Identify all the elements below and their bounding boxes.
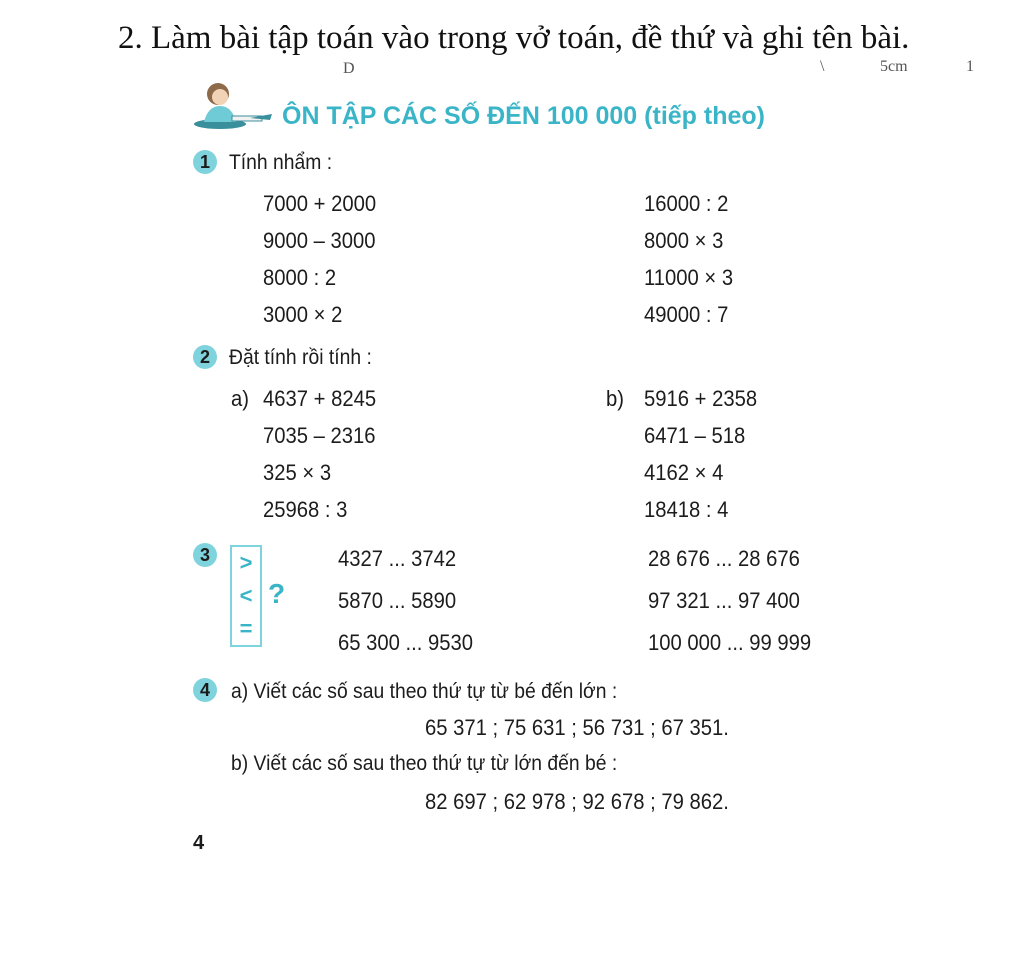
- ex1-left-3: 8000 : 2: [263, 265, 337, 290]
- exercise-4a-numbers: 65 371 ; 75 631 ; 56 731 ; 67 351.: [425, 715, 729, 740]
- ex1-left-1: 7000 + 2000: [263, 191, 377, 216]
- lesson-title-main: ÔN TẬP CÁC SỐ ĐẾN 100 000: [282, 102, 638, 130]
- ex2-right-4: 18418 : 4: [644, 497, 729, 522]
- ex1-right-1: 16000 : 2: [644, 191, 729, 216]
- exercise-1-badge: 1: [193, 150, 217, 174]
- scrap-text-right: 5cm: [880, 58, 908, 75]
- ex2-right-3: 4162 × 4: [644, 460, 724, 485]
- scrap-text-left: D: [343, 60, 355, 77]
- exercise-4a-heading: a) Viết các số sau theo thứ tự từ bé đến lớn :: [231, 680, 618, 703]
- ex3-right-3: 100 000 ... 99 999: [648, 630, 812, 655]
- ex2-label-a: a): [231, 386, 249, 411]
- instruction-text: 2. Làm bài tập toán vào trong vở toán, đề thứ và ghi tên bài.: [118, 20, 910, 56]
- ex2-right-1: 5916 + 2358: [644, 386, 758, 411]
- ex3-left-1: 4327 ... 3742: [338, 546, 457, 571]
- exercise-1-heading: Tính nhẩm :: [229, 151, 333, 174]
- ex1-right-4: 49000 : 7: [644, 302, 729, 327]
- ex2-left-4: 25968 : 3: [263, 497, 348, 522]
- ex2-label-b: b): [606, 386, 624, 411]
- question-mark: ?: [268, 578, 286, 609]
- ex1-right-3: 11000 × 3: [644, 265, 734, 290]
- ex3-right-1: 28 676 ... 28 676: [648, 546, 800, 571]
- ex2-left-2: 7035 – 2316: [263, 423, 376, 448]
- student-reading-icon: [190, 78, 276, 130]
- page-number: 4: [193, 832, 205, 854]
- comparison-symbols-box: [230, 545, 262, 647]
- exercise-4b-numbers: 82 697 ; 62 978 ; 92 678 ; 79 862.: [425, 789, 729, 814]
- greater-than-symbol: >: [239, 550, 253, 576]
- exercise-4-badge: 4: [193, 678, 217, 702]
- ex3-left-2: 5870 ... 5890: [338, 588, 457, 613]
- ex1-right-2: 8000 × 3: [644, 228, 724, 253]
- ex3-left-3: 65 300 ... 9530: [338, 630, 474, 655]
- lesson-title-sub: (tiếp theo): [644, 102, 765, 130]
- ex2-left-1: 4637 + 8245: [263, 386, 377, 411]
- less-than-symbol: <: [239, 582, 253, 608]
- ex1-left-4: 3000 × 2: [263, 302, 343, 327]
- exercise-2-heading: Đặt tính rồi tính :: [229, 346, 372, 369]
- scrap-text-mid: \: [820, 58, 825, 75]
- ex2-right-2: 6471 – 518: [644, 423, 746, 448]
- equals-symbol: =: [239, 615, 253, 641]
- ex2-left-3: 325 × 3: [263, 460, 332, 485]
- scrap-text-far: 1: [966, 58, 974, 75]
- exercise-4b-heading: b) Viết các số sau theo thứ tự từ lớn đến bé :: [231, 752, 618, 775]
- exercise-2-badge: 2: [193, 345, 217, 369]
- ex3-right-2: 97 321 ... 97 400: [648, 588, 800, 613]
- ex1-left-2: 9000 – 3000: [263, 228, 376, 253]
- lesson-title: [282, 102, 765, 131]
- exercise-3-badge: 3: [193, 543, 217, 567]
